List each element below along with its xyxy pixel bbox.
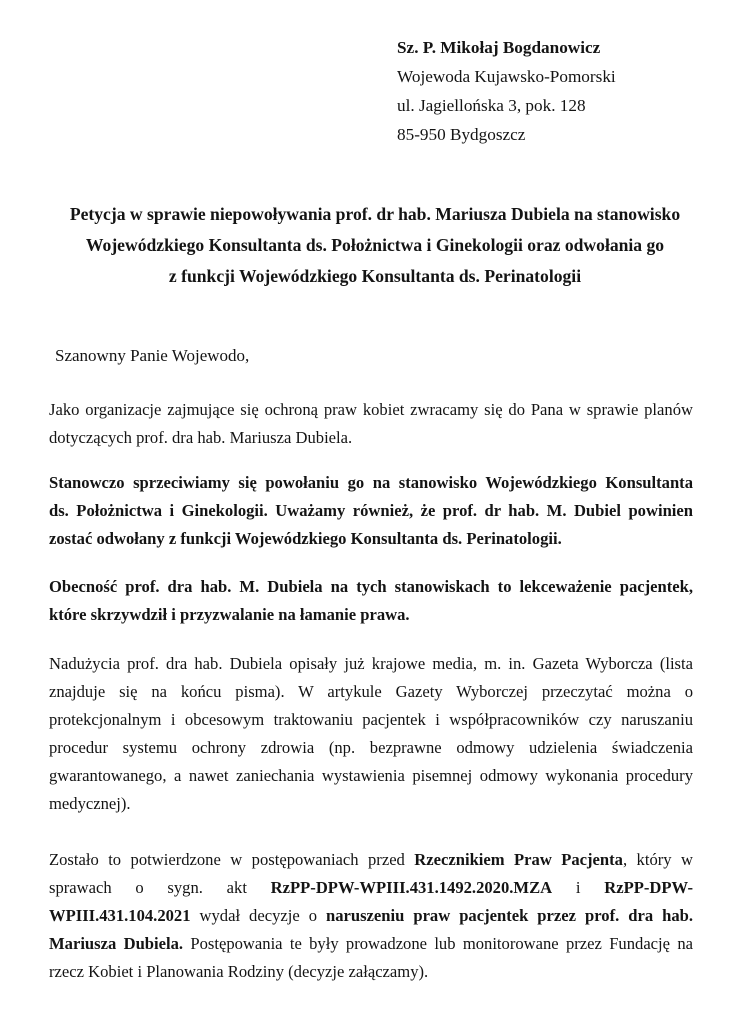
text-line: które skrzywdził i przyzwalanie na łamanie prawa. (49, 605, 410, 624)
text-line: protekcjonalnym i obcesowym traktowaniu pacjentek i współpracowników czy naruszaniu (49, 710, 693, 729)
paragraph-proceedings (49, 846, 693, 986)
text-span-bold: naruszeniu praw pacjentek przez prof. dra hab. (325, 906, 693, 925)
text-span: wydał decyzje o (190, 906, 326, 925)
paragraph-statement (49, 573, 693, 629)
text-line (49, 930, 693, 958)
text-line: rzecz Kobiet i Planowania Rodziny (decyzje załączamy). (49, 962, 429, 981)
text-line: Obecność prof. dra hab. M. Dubiela na tych stanowiskach to lekceważenie pacjentek, (49, 577, 693, 596)
addressee-name: Sz. P. Mikołaj Bogdanowicz (397, 38, 601, 57)
text-line: znajduje się na końcu pisma). W artykule Gazety Wyborczej przeczytać można o (49, 682, 693, 701)
petition-title (40, 199, 710, 292)
text-line: zostać odwołany z funkcji Wojewódzkiego Konsultanta ds. Perinatologii. (49, 529, 562, 548)
text-line: ds. Położnictwa i Ginekologii. Uważamy również, że prof. dr hab. M. Dubiel powinien (49, 501, 693, 520)
text-line: dotyczących prof. dra hab. Mariusza Dubiela. (49, 428, 353, 447)
title-line: Petycja w sprawie niepowoływania prof. dr hab. Mariusza Dubiela na stanowisko (69, 204, 681, 224)
salutation: Szanowny Panie Wojewodo, (55, 346, 250, 365)
title-line: z funkcji Wojewódzkiego Konsultanta ds. Perinatologii (168, 266, 582, 286)
case-number: RzPP-DPW-WPIII.431.1492.2020.MZA (270, 878, 553, 897)
paragraph-objection (49, 469, 693, 553)
text-span: sprawach o sygn. akt (49, 878, 271, 897)
text-span: i (552, 878, 605, 897)
addressee-city: 85-950 Bydgoszcz (397, 125, 526, 144)
text-line (49, 902, 693, 930)
addressee-block (397, 33, 717, 149)
text-line: Nadużycia prof. dra hab. Dubiela opisały już krajowe media, m. in. Gazeta Wyborcza (lista (49, 654, 693, 673)
text-line: gwarantowanego, a nawet zaniechania wystawienia pisemnej odmowy wykonania procedury (49, 766, 693, 785)
addressee-position: Wojewoda Kujawsko-Pomorski (397, 67, 616, 86)
text-line (49, 874, 693, 902)
case-number: RzPP-DPW- (604, 878, 693, 897)
text-span: Zostało to potwierdzone w postępowaniach przed (49, 850, 415, 869)
text-line (49, 846, 693, 874)
title-line: Wojewódzkiego Konsultanta ds. Położnictwa i Ginekologii oraz odwołania go (85, 235, 665, 255)
text-line: medycznej). (49, 794, 131, 813)
addressee-street: ul. Jagiellońska 3, pok. 128 (397, 96, 586, 115)
paragraph-intro (49, 396, 693, 452)
text-span-bold: Mariusza Dubiela. (49, 934, 184, 953)
text-line: Stanowczo sprzeciwiamy się powołaniu go na stanowisko Wojewódzkiego Konsultanta (49, 473, 693, 492)
text-line: Jako organizacje zajmujące się ochroną praw kobiet zwracamy się do Pana w sprawie planów (49, 400, 693, 419)
text-line: procedur systemu ochrony zdrowia (np. bezprawne odmowy udzielenia świadczenia (49, 738, 693, 757)
text-span: , który w (622, 850, 693, 869)
text-span: Postępowania te były prowadzone lub monitorowane przez Fundację na (183, 934, 693, 953)
case-number: WPIII.431.104.2021 (49, 906, 191, 925)
paragraph-media (49, 650, 693, 818)
text-span-bold: Rzecznikiem Praw Pacjenta (414, 850, 623, 869)
